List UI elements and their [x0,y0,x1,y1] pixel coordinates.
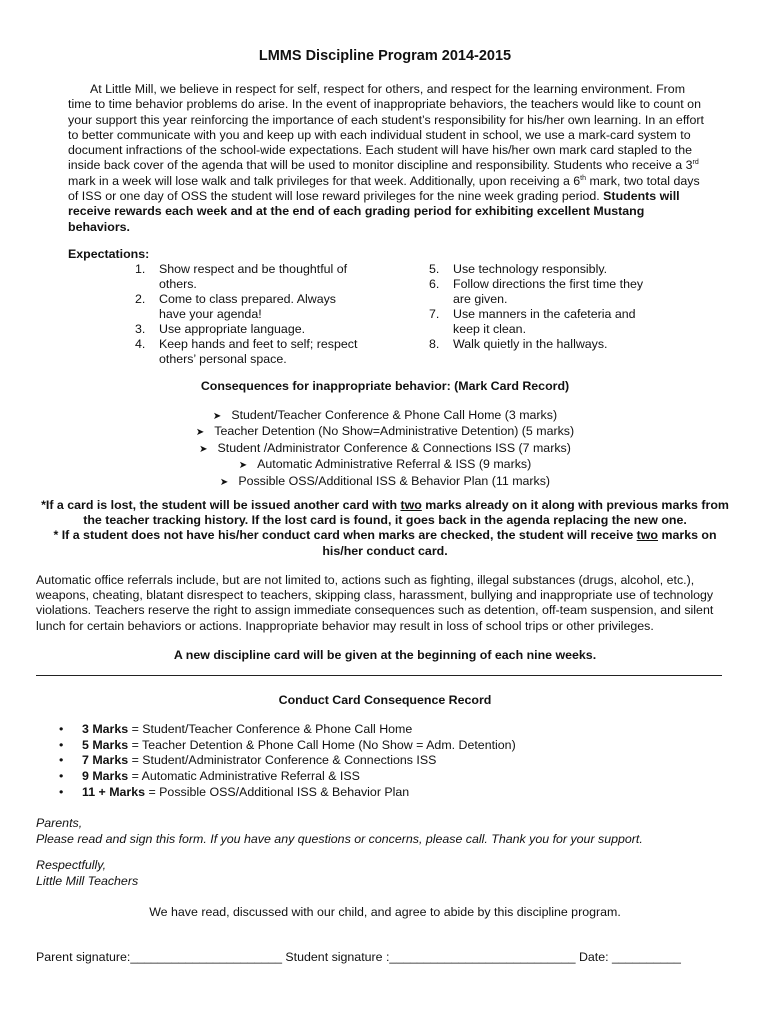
list-item [429,307,654,337]
note-text: marks on his/her conduct card. [322,528,717,558]
expectations-list-right [429,262,654,352]
closing [36,858,138,889]
list-item [0,457,770,473]
student-signature-field[interactable]: Student signature :___________________________ [285,950,576,964]
item-text: = Teacher Detention & Phone Call Home (No Show = Adm. Detention) [128,737,516,752]
item-text: Automatic Administrative Referral & ISS (9 marks) [257,457,532,472]
bullet-icon: • [59,784,64,799]
item-text: Come to class prepared. Always have your agenda! [159,292,336,321]
arrow-bullet-icon: ➤ [199,443,208,455]
bullet-icon: • [59,737,64,752]
intro-text-2: mark in a week will lose walk and talk privileges for that week. Additionally, upon receiving a 6 [68,173,581,188]
consequences-list [0,408,770,490]
item-text: Use appropriate language. [159,322,306,336]
list-item [0,441,770,457]
item-text: = Possible OSS/Additional ISS & Behavior Plan [145,784,410,799]
expectations-list-left [135,262,360,367]
consequences-heading: Consequences for inappropriate behavior: (Mark Card Record) [200,379,570,393]
item-number: 1. [135,262,146,276]
list-item [58,753,516,769]
intro-paragraph [68,82,708,235]
list-item [0,408,770,424]
list-item [135,322,360,337]
item-text: = Student/Administrator Conference & Connections ISS [128,753,437,768]
signature-line [36,950,681,964]
intro-text-3: mark, two total days of ISS or one day of OSS the student will lose reward privileges for the nine week grading period. [68,173,700,204]
list-item [0,474,770,490]
page-title: LMMS Discipline Program 2014-2015 [258,48,512,64]
marks-label: 9 Marks [82,769,129,784]
item-number: 3. [135,322,146,336]
intro-text-1: At Little Mill, we believe in respect for self, respect for others, and respect for the learning environment. From time to time behavior problems do arise. In the event of inappropriate behaviors, the teachers would like to count on your support this year reinforcing the importance of each student’s responsibility for his/her own learning. In an effort to better communicate with you and keep up with each individual student in school, we use a mark-card system to document infractions of the school-wide expectations. Each student will have his/her own mark card stapled to the inside back cover of the agenda that will be used to monitor discipline and responsibility. Students who receive a 3 [68,82,704,173]
record-list [58,722,516,801]
list-item [429,262,654,277]
item-text: Use technology responsibly. [453,262,608,276]
intro-sup-2: th [580,174,587,182]
item-text: = Student/Teacher Conference & Phone Call Home [128,722,413,736]
closing-line: Respectfully, [36,858,107,872]
divider-line [36,675,722,676]
item-text: Student/Teacher Conference & Phone Call Home (3 marks) [231,408,558,422]
marks-label: 5 Marks [82,737,129,752]
lost-card-note [38,498,732,528]
referrals-paragraph: Automatic office referrals include, but are not limited to, actions such as fighting, illegal substances (drugs, alcohol, etc.), weapons, cheating, blatant disrespect to teachers, skipping class, harassment, bullying and inappropriate use of technology violations. Teachers reserve the right to assign immediate consequences such as detention, off-team suspension, and silent lunch for certain behaviors or actions. Inappropriate behavior may result in loss of school trips or other privileges. [36,573,714,633]
arrow-bullet-icon: ➤ [238,460,248,472]
item-number: 2. [135,292,146,306]
list-item [58,769,516,785]
item-text: Student /Administrator Conference & Connections ISS (7 marks) [217,440,571,455]
item-number: 7. [429,307,440,321]
bullet-icon: • [59,722,64,736]
intro-sup-1: rd [692,159,699,167]
list-item [135,292,360,322]
list-item [58,738,516,754]
item-text: Keep hands and feet to self; respect others’ personal space. [159,337,358,366]
list-item [58,722,516,738]
item-text: Possible OSS/Additional ISS & Behavior Plan (11 marks) [238,473,551,488]
list-item [135,337,360,367]
missing-card-note [38,528,732,558]
marks-label: 7 Marks [82,753,129,768]
list-item [0,424,770,440]
marks-label: 11 + Marks [82,784,146,799]
item-number: 8. [429,337,440,351]
bullet-icon: • [59,753,64,768]
item-number: 5. [429,262,440,276]
marks-label: 3 Marks [82,722,129,736]
item-text: Follow directions the first time they are given. [453,277,644,306]
item-text: Walk quietly in the hallways. [453,337,608,351]
note-text: marks already on it along with previous marks from the teacher tracking history. If the lost card is found, it goes back in the agenda replacing the new one. [83,498,729,528]
list-item [135,262,360,292]
item-number: 4. [135,337,146,351]
parents-message: Please read and sign this form. If you have any questions or concerns, please call. Thank you for your support. [36,831,643,846]
note-text: * If a student does not have his/her conduct card when marks are checked, the student will receive [53,528,637,543]
intro-bold-text: Students will receive rewards each week and at the end of each grading period for exhibiting excellent Mustang behaviors. [68,189,680,234]
list-item [58,785,516,801]
new-card-notice: A new discipline card will be given at the beginning of each nine weeks. [173,648,597,662]
arrow-bullet-icon: ➤ [212,411,222,422]
note-underlined: two [400,498,422,512]
arrow-bullet-icon: ➤ [219,476,229,488]
bullet-icon: • [59,769,64,784]
list-item [429,277,654,307]
item-text: Show respect and be thoughtful of others. [159,262,348,291]
item-number: 6. [429,277,440,291]
item-text: Use manners in the cafeteria and keep it clean. [453,307,636,336]
note-underlined: two [636,528,659,543]
agreement-statement: We have read, discussed with our child, and agree to abide by this discipline program. [149,905,621,919]
card-notes [38,498,732,559]
date-field[interactable]: Date: __________ [578,950,681,964]
item-text: = Automatic Administrative Referral & ISS [128,769,360,784]
item-text: Teacher Detention (No Show=Administrative Detention) (5 marks) [214,424,575,439]
record-heading: Conduct Card Consequence Record [278,693,492,707]
list-item [429,337,654,352]
note-text: *If a card is lost, the student will be issued another card with [41,498,401,512]
parents-salutation: Parents, [36,816,83,830]
closing-signature: Little Mill Teachers [36,873,139,888]
arrow-bullet-icon: ➤ [195,427,205,439]
parent-signature-field[interactable]: Parent signature:______________________ [36,950,282,964]
expectations-heading: Expectations: [68,247,150,261]
parents-note [36,816,643,847]
